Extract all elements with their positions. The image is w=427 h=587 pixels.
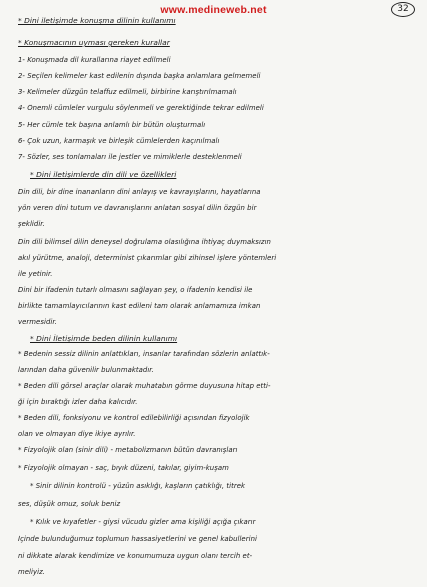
note-line: akıl yürütme, analoji, determinist çıkarımlar gibi zihinsel işlere yöntemleri xyxy=(18,254,277,262)
note-line: larından daha güvenilir bulunmaktadır. xyxy=(18,366,154,374)
note-line: birlikte tamamlayıcılarının kast edileni tam olarak anlamamıza imkan xyxy=(18,302,261,310)
note-line: * Beden dili, fonksiyonu ve kontrol edilebilirliği açısından fizyolojik xyxy=(18,414,250,422)
note-line: 6- Çok uzun, karmaşık ve birleşik cümlelerden kaçınılmalı xyxy=(18,137,220,145)
note-line: Din dili, bir dine inananların dini anlayış ve kavrayışlarını, hayatlarına xyxy=(18,188,261,196)
note-line: ile yetinir. xyxy=(18,270,53,278)
note-line: * Dini iletişimde konuşma dilinin kullanımı xyxy=(18,16,176,25)
note-line: meliyiz. xyxy=(18,568,45,576)
note-line: 5- Her cümle tek başına anlamlı bir bütün oluşturmalı xyxy=(18,121,206,129)
note-line: ği için bıraktığı izler daha kalıcıdır. xyxy=(18,398,138,406)
page-number: 32 xyxy=(391,2,415,17)
note-line: * Fizyolojik olan (sinir dili) - metabolizmanın bütün davranışları xyxy=(18,446,238,454)
note-line: 2- Seçilen kelimeler kast edilenin dışında başka anlamlara gelmemeli xyxy=(18,72,261,80)
note-line: şeklidir. xyxy=(18,220,45,228)
note-line: 4- Önemli cümleler vurgulu söylenmeli ve gerektiğinde tekrar edilmeli xyxy=(18,104,264,112)
note-line: İçinde bulunduğumuz toplumun hassasiyetlerini ve genel kabullerini xyxy=(18,535,257,543)
note-line: Din dili bilimsel dilin deneysel doğrulama olasılığına ihtiyaç duymaksızın xyxy=(18,238,271,246)
note-line: yön veren dini tutum ve davranışlarını anlatan sosyal dilin özgün bir xyxy=(18,204,257,212)
note-line: ses, düşük omuz, soluk beniz xyxy=(18,500,121,508)
note-line: vermesidir. xyxy=(18,318,57,326)
note-line: olan ve olmayan diye ikiye ayrılır. xyxy=(18,430,136,438)
note-line: * Beden dili görsel araçlar olarak muhatabın görme duyusuna hitap etti- xyxy=(18,382,271,390)
note-line: * Dini iletişimlerde din dili ve özellikleri xyxy=(30,170,177,179)
note-line: * Kılık ve kıyafetler - giysi vücudu gizler ama kişiliği açığa çıkarır xyxy=(30,518,256,526)
note-line: * Dini İletişimde beden dilinin kullanımı xyxy=(30,334,178,343)
note-line: * Fizyolojik olmayan - saç, bıyık düzeni, takılar, giyim-kuşam xyxy=(18,464,229,472)
site-watermark: www.medineweb.net xyxy=(160,4,267,16)
note-line: ni dikkate alarak kendimize ve konumumuza uygun olanı tercih et- xyxy=(18,552,253,560)
note-line: 1- Konuşmada dil kurallarına riayet edilmeli xyxy=(18,56,171,64)
note-line: * Konuşmacının uyması gereken kurallar xyxy=(18,38,170,47)
note-line: Dini bir ifadenin tutarlı olmasını sağlayan şey, o ifadenin kendisi ile xyxy=(18,286,253,294)
note-line: 3- Kelimeler düzgün telaffuz edilmeli, birbirine karıştırılmamalı xyxy=(18,88,237,96)
note-line: 7- Sözler, ses tonlamaları ile jestler ve mimiklerle desteklenmeli xyxy=(18,153,242,161)
note-line: * Bedenin sessiz dilinin anlattıkları, insanlar tarafından sözlerin anlattık- xyxy=(18,350,270,358)
note-line: * Sinir dilinin kontrolü - yüzün asıklığı, kaşların çatıklığı, titrek xyxy=(30,482,246,490)
